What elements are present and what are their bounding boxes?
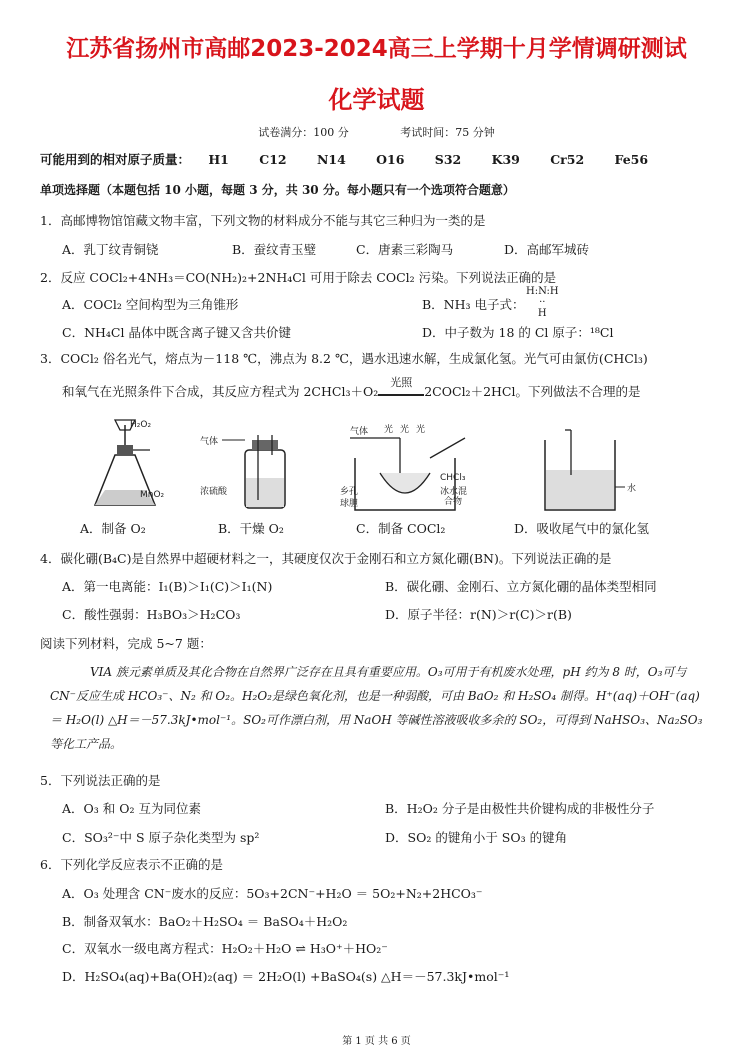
label-gas-in: 气体 bbox=[350, 427, 369, 437]
figure-b-drying-bottle bbox=[200, 430, 300, 520]
mass-item: H1 bbox=[208, 152, 229, 167]
q2-option-b: B．NH₃ 电子式： bbox=[422, 297, 525, 312]
label-light: 光 bbox=[416, 425, 426, 435]
reaction-arrow bbox=[378, 376, 424, 396]
reading-intro: 阅读下列材料，完成 5~7 题： bbox=[40, 636, 212, 651]
question-3-stem-line2 bbox=[62, 376, 641, 401]
stopper bbox=[117, 445, 133, 455]
mass-item: O16 bbox=[376, 152, 405, 167]
reaction-condition: 光照 bbox=[390, 376, 413, 389]
q4-option-b: B．碳化硼、金刚石、立方氮化硼的晶体类型相同 bbox=[385, 579, 657, 594]
electron-formula-row: H:N:H bbox=[526, 286, 559, 297]
label-water: 水 bbox=[627, 484, 637, 494]
mass-item: N14 bbox=[316, 152, 346, 167]
q6-option-d: D．H₂SO₄(aq)+Ba(OH)₂(aq) ＝ 2H₂O(l) +BaSO₄(s) △H＝－57.3kJ•mol⁻¹ bbox=[62, 969, 510, 984]
time-info: 考试时间：75 分钟 bbox=[400, 126, 495, 139]
reaction-flask bbox=[380, 473, 430, 493]
outlet-tube bbox=[430, 438, 465, 458]
label-light: 光 bbox=[400, 425, 410, 435]
label-ice-water: 冰水混 bbox=[440, 487, 468, 497]
q5-option-d: D．SO₂ 的键角小于 SO₃ 的键角 bbox=[385, 830, 568, 845]
q6-option-a: A．O₃ 处理含 CN⁻废水的反应：5O₃+2CN⁻+H₂O ＝ 5O₂+N₂+2HCO₃⁻ bbox=[62, 886, 483, 901]
exam-subject-title: 化学试题 bbox=[328, 86, 425, 114]
mass-item: Fe56 bbox=[614, 152, 649, 167]
page-footer: 第 1 页 共 6 页 bbox=[342, 1036, 411, 1047]
figure-d-hcl-absorption bbox=[535, 425, 645, 515]
stem-part: 和氧气在光照条件下合成，其反应方程式为 2CHCl₃＋O₂ bbox=[62, 384, 379, 399]
question-2-stem: 2．反应 COCl₂+4NH₃＝CO(NH₂)₂+2NH₄Cl 可用于除去 COCl₂ 污染。下列说法正确的是 bbox=[40, 270, 557, 285]
acid-liquid bbox=[246, 478, 284, 507]
mass-item: Cr52 bbox=[550, 152, 585, 167]
q4-option-d: D．原子半径：r(N)＞r(C)＞r(B) bbox=[385, 607, 572, 622]
q4-option-a: A．第一电离能：I₁(B)＞I₁(C)＞I₁(N) bbox=[62, 579, 273, 594]
label-gas: 气体 bbox=[200, 437, 219, 447]
reading-paragraph: VIA 族元素单质及其化合物在自然界广泛存在且具有重要应用。O₃可用于有机废水处理，pH 约为 8 时，O₃可与 CN⁻反应生成 HCO₃⁻、N₂ 和 O₂。H₂O₂是绿色氧化剂，也是一种弱酸，可由 BaO₂ 和 H₂SO₄ 制得。H⁺(aq)＋OH⁻(aq) ＝ H₂O(l) △H＝－57.3kJ•mol⁻¹。SO₂可作漂白剂，用 NaOH 等碱性溶液吸收多余的 SO₂，可得到 NaHSO₃、Na₂SO₃ 等化工产品。 bbox=[50, 665, 703, 751]
label-hood: 球胆 bbox=[340, 499, 359, 509]
q3-option-d: D．吸收尾气中的氯化氢 bbox=[514, 521, 650, 536]
q1-option-d: D．高邮军城砖 bbox=[504, 242, 590, 257]
electron-formula-row: ·· bbox=[539, 297, 546, 308]
label-hood: 乡孔 bbox=[340, 487, 359, 497]
question-5-stem: 5．下列说法正确的是 bbox=[40, 773, 161, 788]
atomic-masses bbox=[40, 151, 674, 169]
mass-item: K39 bbox=[491, 152, 520, 167]
nh3-electron-formula bbox=[526, 286, 559, 319]
mass-item: C12 bbox=[259, 152, 287, 167]
q3-option-b: B．干燥 O₂ bbox=[218, 521, 284, 536]
score-info: 试卷满分：100 分 bbox=[258, 126, 349, 139]
q1-option-c: C．唐素三彩陶马 bbox=[356, 242, 454, 257]
bottle-stopper bbox=[252, 440, 278, 450]
q1-option-a: A．乳丁纹青铜铙 bbox=[62, 242, 159, 257]
figure-c-phosgene-setup bbox=[340, 418, 480, 518]
label-conc-acid: 浓硫酸 bbox=[200, 487, 228, 497]
water bbox=[546, 470, 614, 509]
mass-item: S32 bbox=[434, 152, 462, 167]
q3-option-a: A．制备 O₂ bbox=[80, 521, 146, 536]
label-light: 光 bbox=[384, 425, 394, 435]
q2-option-d: D．中子数为 18 的 Cl 原子：¹⁸Cl bbox=[422, 325, 614, 340]
q5-option-a: A．O₃ 和 O₂ 互为同位素 bbox=[62, 801, 201, 816]
q1-option-b: B．蚕纹青玉璧 bbox=[232, 242, 317, 257]
label-ice-water: 合物 bbox=[444, 497, 463, 507]
exam-title: 江苏省扬州市高邮2023-2024高三上学期十月学情调研测试 bbox=[66, 36, 687, 62]
q6-option-c: C．双氧水一级电离方程式：H₂O₂＋H₂O ⇌ H₃O⁺＋HO₂⁻ bbox=[62, 941, 388, 956]
exam-meta bbox=[0, 124, 753, 140]
label-mno2: MnO₂ bbox=[140, 490, 165, 500]
label-chcl3: CHCl₃ bbox=[440, 473, 466, 483]
q4-option-c: C．酸性强弱：H₃BO₃＞H₂CO₃ bbox=[62, 607, 241, 622]
label-h2o2: H₂O₂ bbox=[130, 420, 152, 430]
q3-option-c: C．制备 COCl₂ bbox=[356, 521, 446, 536]
question-1-stem: 1．高邮博物馆馆藏文物丰富，下列文物的材料成分不能与其它三种归为一类的是 bbox=[40, 213, 486, 228]
electron-formula-row: H bbox=[537, 308, 547, 319]
section-header: 单项选择题（本题包括 10 小题，每题 3 分，共 30 分。每小题只有一个选项符合题意） bbox=[40, 183, 515, 197]
stem-part: 2COCl₂＋2HCl。下列做法不合理的是 bbox=[424, 384, 641, 399]
figure-a-o2-generator bbox=[80, 415, 180, 515]
q5-option-b: B．H₂O₂ 分子是由极性共价键构成的非极性分子 bbox=[385, 801, 655, 816]
q2-option-a: A．COCl₂ 空间构型为三角锥形 bbox=[62, 297, 239, 312]
q2-option-c: C．NH₄Cl 晶体中既含离子键又含共价键 bbox=[62, 325, 291, 340]
atomic-masses-label: 可能用到的相对原子质量： bbox=[40, 152, 191, 167]
q5-option-c: C．SO₃²⁻中 S 原子杂化类型为 sp² bbox=[62, 830, 260, 845]
question-6-stem: 6．下列化学反应表示不正确的是 bbox=[40, 857, 223, 872]
question-4-stem: 4．碳化硼(B₄C)是自然界中超硬材料之一，其硬度仅次于金刚石和立方氮化硼(BN)。下列说法正确的是 bbox=[40, 551, 612, 566]
q6-option-b: B．制备双氧水：BaO₂＋H₂SO₄ ＝ BaSO₄＋H₂O₂ bbox=[62, 914, 348, 929]
question-3-stem-line1: 3．COCl₂ 俗名光气，熔点为－118 ℃，沸点为 8.2 ℃，遇水迅速水解，生成氯化氢。光气可由氯仿(CHCl₃) bbox=[40, 351, 648, 366]
